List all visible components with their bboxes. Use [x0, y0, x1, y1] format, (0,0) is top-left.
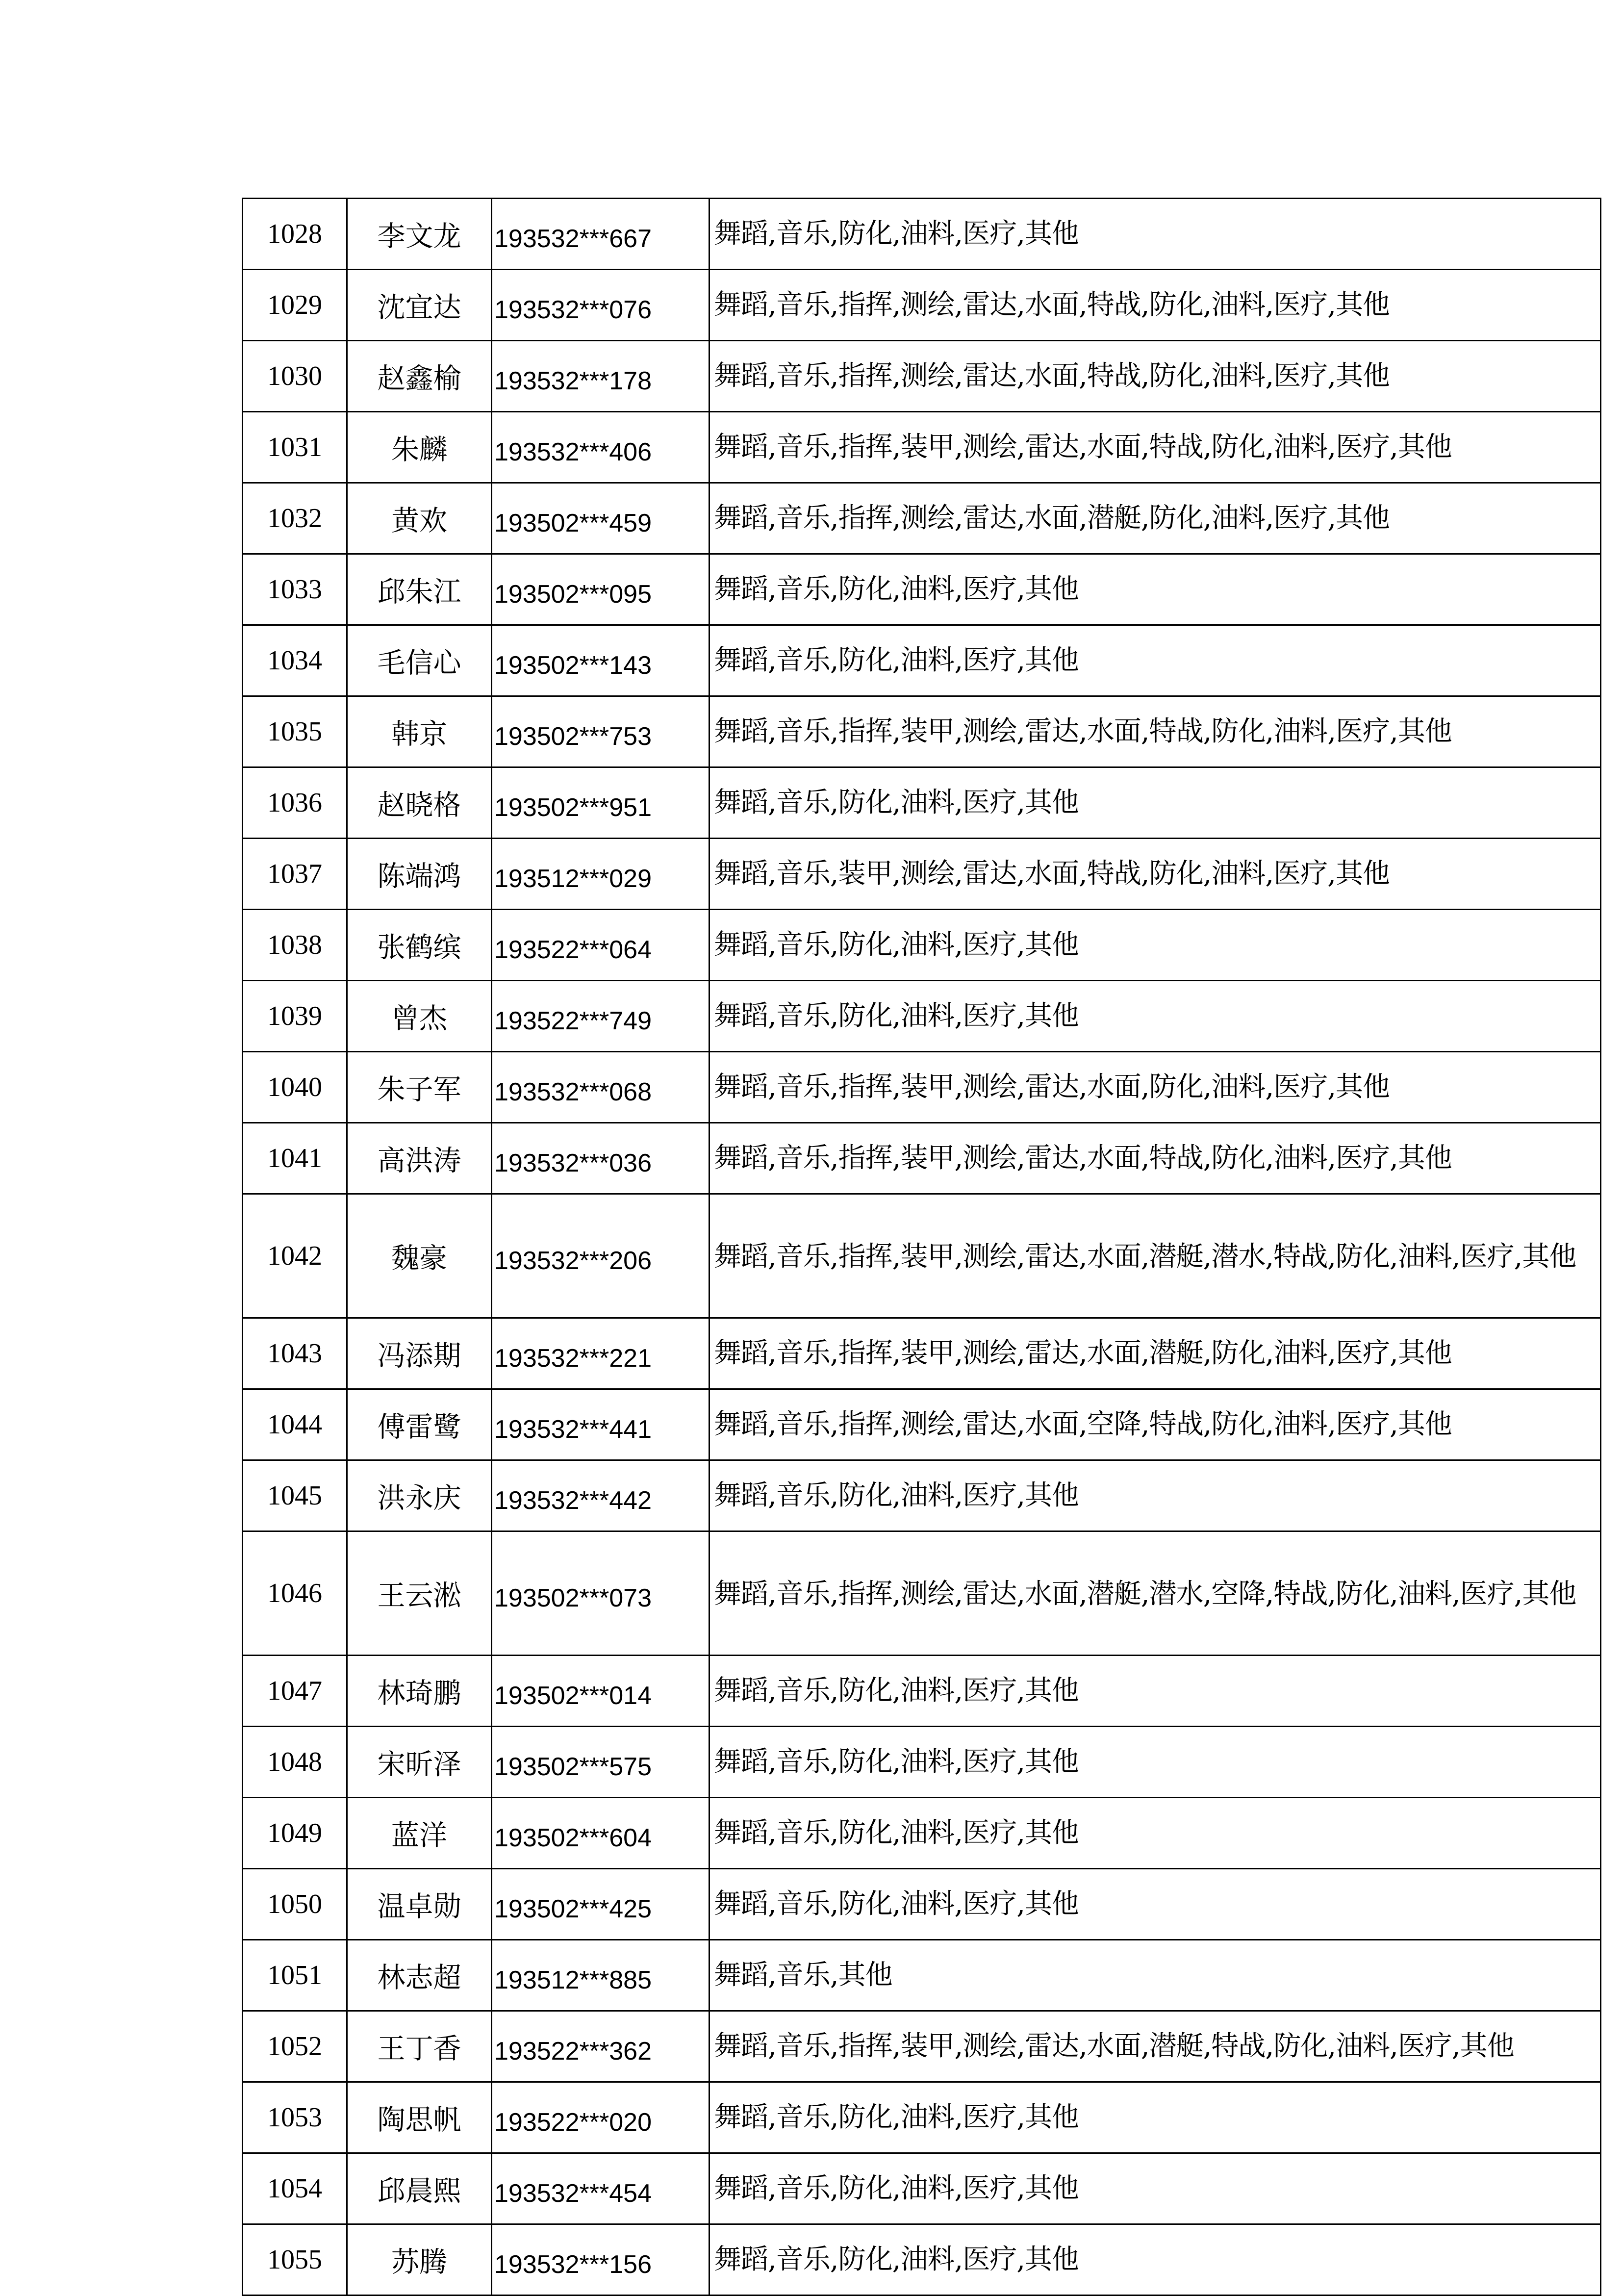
row-number: 1047 [243, 1656, 347, 1727]
candidate-name: 苏腾 [347, 2224, 492, 2296]
table-row [243, 1123, 1601, 1194]
row-number: 1037 [243, 839, 347, 910]
table-row [243, 1656, 1601, 1727]
row-number: 1036 [243, 767, 347, 839]
candidate-name: 赵晓格 [347, 767, 492, 839]
category-list: 舞蹈,音乐,防化,油料,医疗,其他 [710, 981, 1601, 1052]
category-list: 舞蹈,音乐,指挥,装甲,测绘,雷达,水面,防化,油料,医疗,其他 [710, 1052, 1601, 1123]
category-list: 舞蹈,音乐,指挥,装甲,测绘,雷达,水面,特战,防化,油料,医疗,其他 [710, 1123, 1601, 1194]
table-row [243, 1727, 1601, 1798]
table-row [243, 1194, 1601, 1318]
category-list: 舞蹈,音乐,防化,油料,医疗,其他 [710, 1727, 1601, 1798]
table-row [243, 199, 1601, 270]
candidate-id: 193532***454 [492, 2153, 710, 2224]
candidate-name: 韩京 [347, 696, 492, 767]
category-list: 舞蹈,音乐,指挥,测绘,雷达,水面,特战,防化,油料,医疗,其他 [710, 270, 1601, 341]
table-row [243, 2011, 1601, 2082]
row-number: 1039 [243, 981, 347, 1052]
candidate-name: 冯添期 [347, 1318, 492, 1389]
candidate-name: 王丁香 [347, 2011, 492, 2082]
category-list: 舞蹈,音乐,指挥,装甲,测绘,雷达,水面,潜艇,潜水,特战,防化,油料,医疗,其他 [710, 1194, 1601, 1318]
candidate-name: 蓝洋 [347, 1798, 492, 1869]
row-number: 1041 [243, 1123, 347, 1194]
candidate-id: 193532***076 [492, 270, 710, 341]
category-list: 舞蹈,音乐,指挥,测绘,雷达,水面,特战,防化,油料,医疗,其他 [710, 341, 1601, 412]
candidate-name: 邱晨熙 [347, 2153, 492, 2224]
candidate-id: 193522***749 [492, 981, 710, 1052]
category-list: 舞蹈,音乐,防化,油料,医疗,其他 [710, 1460, 1601, 1531]
candidate-name: 王云淞 [347, 1531, 492, 1656]
candidate-id: 193502***095 [492, 554, 710, 625]
candidate-id: 193522***362 [492, 2011, 710, 2082]
category-list: 舞蹈,音乐,防化,油料,医疗,其他 [710, 2224, 1601, 2296]
candidate-id: 193532***178 [492, 341, 710, 412]
table-row [243, 2224, 1601, 2296]
row-number: 1032 [243, 483, 347, 554]
table-row [243, 1798, 1601, 1869]
category-list: 舞蹈,音乐,指挥,测绘,雷达,水面,空降,特战,防化,油料,医疗,其他 [710, 1389, 1601, 1460]
category-list: 舞蹈,音乐,防化,油料,医疗,其他 [710, 767, 1601, 839]
category-list: 舞蹈,音乐,指挥,装甲,测绘,雷达,水面,特战,防化,油料,医疗,其他 [710, 696, 1601, 767]
candidate-id: 193532***441 [492, 1389, 710, 1460]
category-list: 舞蹈,音乐,指挥,测绘,雷达,水面,潜艇,潜水,空降,特战,防化,油料,医疗,其他 [710, 1531, 1601, 1656]
row-number: 1055 [243, 2224, 347, 2296]
table-row [243, 1869, 1601, 1940]
category-list: 舞蹈,音乐,防化,油料,医疗,其他 [710, 1869, 1601, 1940]
row-number: 1043 [243, 1318, 347, 1389]
table-row [243, 696, 1601, 767]
category-list: 舞蹈,音乐,指挥,装甲,测绘,雷达,水面,潜艇,特战,防化,油料,医疗,其他 [710, 2011, 1601, 2082]
candidate-name: 林志超 [347, 1940, 492, 2011]
candidate-id: 193532***156 [492, 2224, 710, 2296]
candidate-name: 魏豪 [347, 1194, 492, 1318]
candidate-name: 毛信心 [347, 625, 492, 696]
candidate-name: 林琦鹏 [347, 1656, 492, 1727]
category-list: 舞蹈,音乐,防化,油料,医疗,其他 [710, 2082, 1601, 2153]
candidate-name: 高洪涛 [347, 1123, 492, 1194]
table-row [243, 1940, 1601, 2011]
candidate-id: 193502***951 [492, 767, 710, 839]
table-row [243, 2082, 1601, 2153]
row-number: 1052 [243, 2011, 347, 2082]
candidate-id: 193502***604 [492, 1798, 710, 1869]
category-list: 舞蹈,音乐,防化,油料,医疗,其他 [710, 625, 1601, 696]
table-row [243, 1460, 1601, 1531]
candidate-id: 193532***221 [492, 1318, 710, 1389]
table-row [243, 625, 1601, 696]
candidate-id: 193522***020 [492, 2082, 710, 2153]
candidate-id: 193532***068 [492, 1052, 710, 1123]
category-list: 舞蹈,音乐,防化,油料,医疗,其他 [710, 554, 1601, 625]
row-number: 1034 [243, 625, 347, 696]
table-row [243, 767, 1601, 839]
table-row [243, 483, 1601, 554]
row-number: 1035 [243, 696, 347, 767]
candidate-name: 温卓勋 [347, 1869, 492, 1940]
category-list: 舞蹈,音乐,其他 [710, 1940, 1601, 2011]
table-row [243, 412, 1601, 483]
candidate-id: 193532***667 [492, 199, 710, 270]
table-row [243, 1052, 1601, 1123]
row-number: 1029 [243, 270, 347, 341]
category-list: 舞蹈,音乐,防化,油料,医疗,其他 [710, 1656, 1601, 1727]
table-body [243, 199, 1601, 2296]
category-list: 舞蹈,音乐,指挥,装甲,测绘,雷达,水面,潜艇,防化,油料,医疗,其他 [710, 1318, 1601, 1389]
row-number: 1045 [243, 1460, 347, 1531]
candidate-name: 陶思帆 [347, 2082, 492, 2153]
candidate-name: 朱子军 [347, 1052, 492, 1123]
candidate-name: 黄欢 [347, 483, 492, 554]
table-row [243, 554, 1601, 625]
table-row [243, 270, 1601, 341]
candidate-id: 193512***885 [492, 1940, 710, 2011]
candidate-id: 193502***459 [492, 483, 710, 554]
table-row [243, 341, 1601, 412]
candidate-name: 洪永庆 [347, 1460, 492, 1531]
row-number: 1040 [243, 1052, 347, 1123]
candidate-name: 傅雷鹭 [347, 1389, 492, 1460]
candidate-id: 193502***073 [492, 1531, 710, 1656]
category-list: 舞蹈,音乐,防化,油料,医疗,其他 [710, 2153, 1601, 2224]
row-number: 1049 [243, 1798, 347, 1869]
candidate-id: 193532***206 [492, 1194, 710, 1318]
candidate-id: 193502***575 [492, 1727, 710, 1798]
candidate-id: 193532***036 [492, 1123, 710, 1194]
table-row [243, 1318, 1601, 1389]
candidate-id: 193502***143 [492, 625, 710, 696]
candidate-name: 张鹤缤 [347, 910, 492, 981]
row-number: 1038 [243, 910, 347, 981]
row-number: 1030 [243, 341, 347, 412]
row-number: 1042 [243, 1194, 347, 1318]
table-row [243, 2153, 1601, 2224]
row-number: 1050 [243, 1869, 347, 1940]
category-list: 舞蹈,音乐,防化,油料,医疗,其他 [710, 910, 1601, 981]
row-number: 1054 [243, 2153, 347, 2224]
category-list: 舞蹈,音乐,指挥,装甲,测绘,雷达,水面,特战,防化,油料,医疗,其他 [710, 412, 1601, 483]
candidate-id: 193502***425 [492, 1869, 710, 1940]
candidate-id: 193502***014 [492, 1656, 710, 1727]
candidate-id: 193502***753 [492, 696, 710, 767]
row-number: 1033 [243, 554, 347, 625]
row-number: 1046 [243, 1531, 347, 1656]
category-list: 舞蹈,音乐,防化,油料,医疗,其他 [710, 199, 1601, 270]
candidate-id: 193532***406 [492, 412, 710, 483]
candidate-name: 赵鑫榆 [347, 341, 492, 412]
row-number: 1028 [243, 199, 347, 270]
candidate-name: 曾杰 [347, 981, 492, 1052]
candidate-name: 陈端鸿 [347, 839, 492, 910]
category-list: 舞蹈,音乐,装甲,测绘,雷达,水面,特战,防化,油料,医疗,其他 [710, 839, 1601, 910]
row-number: 1051 [243, 1940, 347, 2011]
candidate-id: 193522***064 [492, 910, 710, 981]
candidate-id: 193532***442 [492, 1460, 710, 1531]
candidate-id: 193512***029 [492, 839, 710, 910]
row-number: 1048 [243, 1727, 347, 1798]
candidate-name: 沈宜达 [347, 270, 492, 341]
candidate-name: 宋昕泽 [347, 1727, 492, 1798]
category-list: 舞蹈,音乐,防化,油料,医疗,其他 [710, 1798, 1601, 1869]
candidate-name: 朱麟 [347, 412, 492, 483]
row-number: 1031 [243, 412, 347, 483]
table-row [243, 910, 1601, 981]
candidate-name: 邱朱江 [347, 554, 492, 625]
candidate-name: 李文龙 [347, 199, 492, 270]
table-row [243, 1389, 1601, 1460]
table-row [243, 839, 1601, 910]
row-number: 1053 [243, 2082, 347, 2153]
category-list: 舞蹈,音乐,指挥,测绘,雷达,水面,潜艇,防化,油料,医疗,其他 [710, 483, 1601, 554]
table-row [243, 981, 1601, 1052]
table-row [243, 1531, 1601, 1656]
candidate-table [242, 198, 1601, 2296]
row-number: 1044 [243, 1389, 347, 1460]
